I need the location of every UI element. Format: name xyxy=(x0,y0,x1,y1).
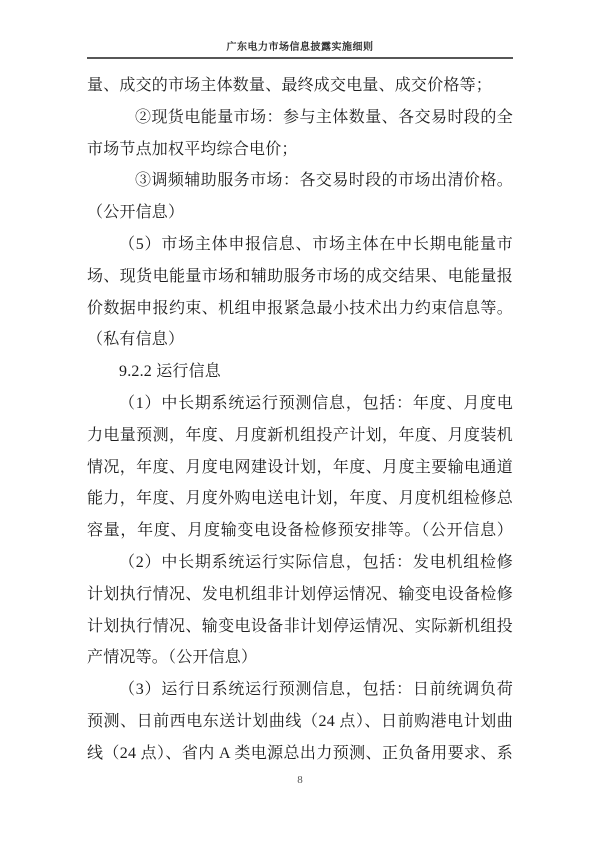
text-line: ③调频辅助服务市场：各交易时段的市场出清价格。 xyxy=(135,172,513,190)
text-line: 情况，年度、月度电网建设计划，年度、月度主要输电通道 xyxy=(87,458,513,476)
text-line: （5）市场主体申报信息、市场主体在中长期电能量市 xyxy=(119,235,513,253)
text-line: 产情况等。（公开信息） xyxy=(87,649,258,667)
text-line: 9.2.2 运行信息 xyxy=(119,363,222,381)
running-header-title: 广东电力市场信息披露实施细则 xyxy=(226,42,374,53)
text-line: 计划执行情况、发电机组非计划停运情况、输变电设备检修 xyxy=(87,585,513,603)
text-line: （2）中长期系统运行实际信息，包括：发电机组检修 xyxy=(119,553,513,571)
text-line: ②现货电能量市场：参与主体数量、各交易时段的全 xyxy=(135,108,513,126)
text-line: 计划执行情况、输变电设备非计划停运情况、实际新机组投 xyxy=(87,617,513,635)
text-line: 预测、日前西电东送计划曲线（24 点）、日前购港电计划曲 xyxy=(87,712,513,730)
page-number: 8 xyxy=(297,774,303,786)
text-line: （私有信息） xyxy=(87,331,185,349)
page-header xyxy=(87,38,513,59)
text-line: （1）中长期系统运行预测信息，包括：年度、月度电 xyxy=(119,394,513,412)
text-line: 力电量预测，年度、月度新机组投产计划，年度、月度装机 xyxy=(87,426,513,444)
text-line: 线（24 点）、省内 A 类电源总出力预测、正负备用要求、系 xyxy=(87,744,513,762)
text-line: （3）运行日系统运行预测信息，包括：日前统调负荷 xyxy=(119,681,513,699)
text-line: （公开信息） xyxy=(87,204,185,222)
text-line: 场、现货电能量市场和辅助服务市场的成交结果、电能量报 xyxy=(87,267,513,285)
text-line: 量、成交的市场主体数量、最终成交电量、成交价格等； xyxy=(87,77,493,94)
text-line: 容量，年度、月度输变电设备检修预安排等。（公开信息） xyxy=(87,522,513,540)
page-footer xyxy=(0,770,600,788)
text-line: 能力，年度、月度外购电送电计划，年度、月度机组检修总 xyxy=(87,490,513,508)
text-line: 市场节点加权平均综合电价； xyxy=(87,140,298,158)
text-line: 价数据申报约束、机组申报紧急最小技术出力约束信息等。 xyxy=(87,299,513,317)
body-text xyxy=(87,70,513,770)
